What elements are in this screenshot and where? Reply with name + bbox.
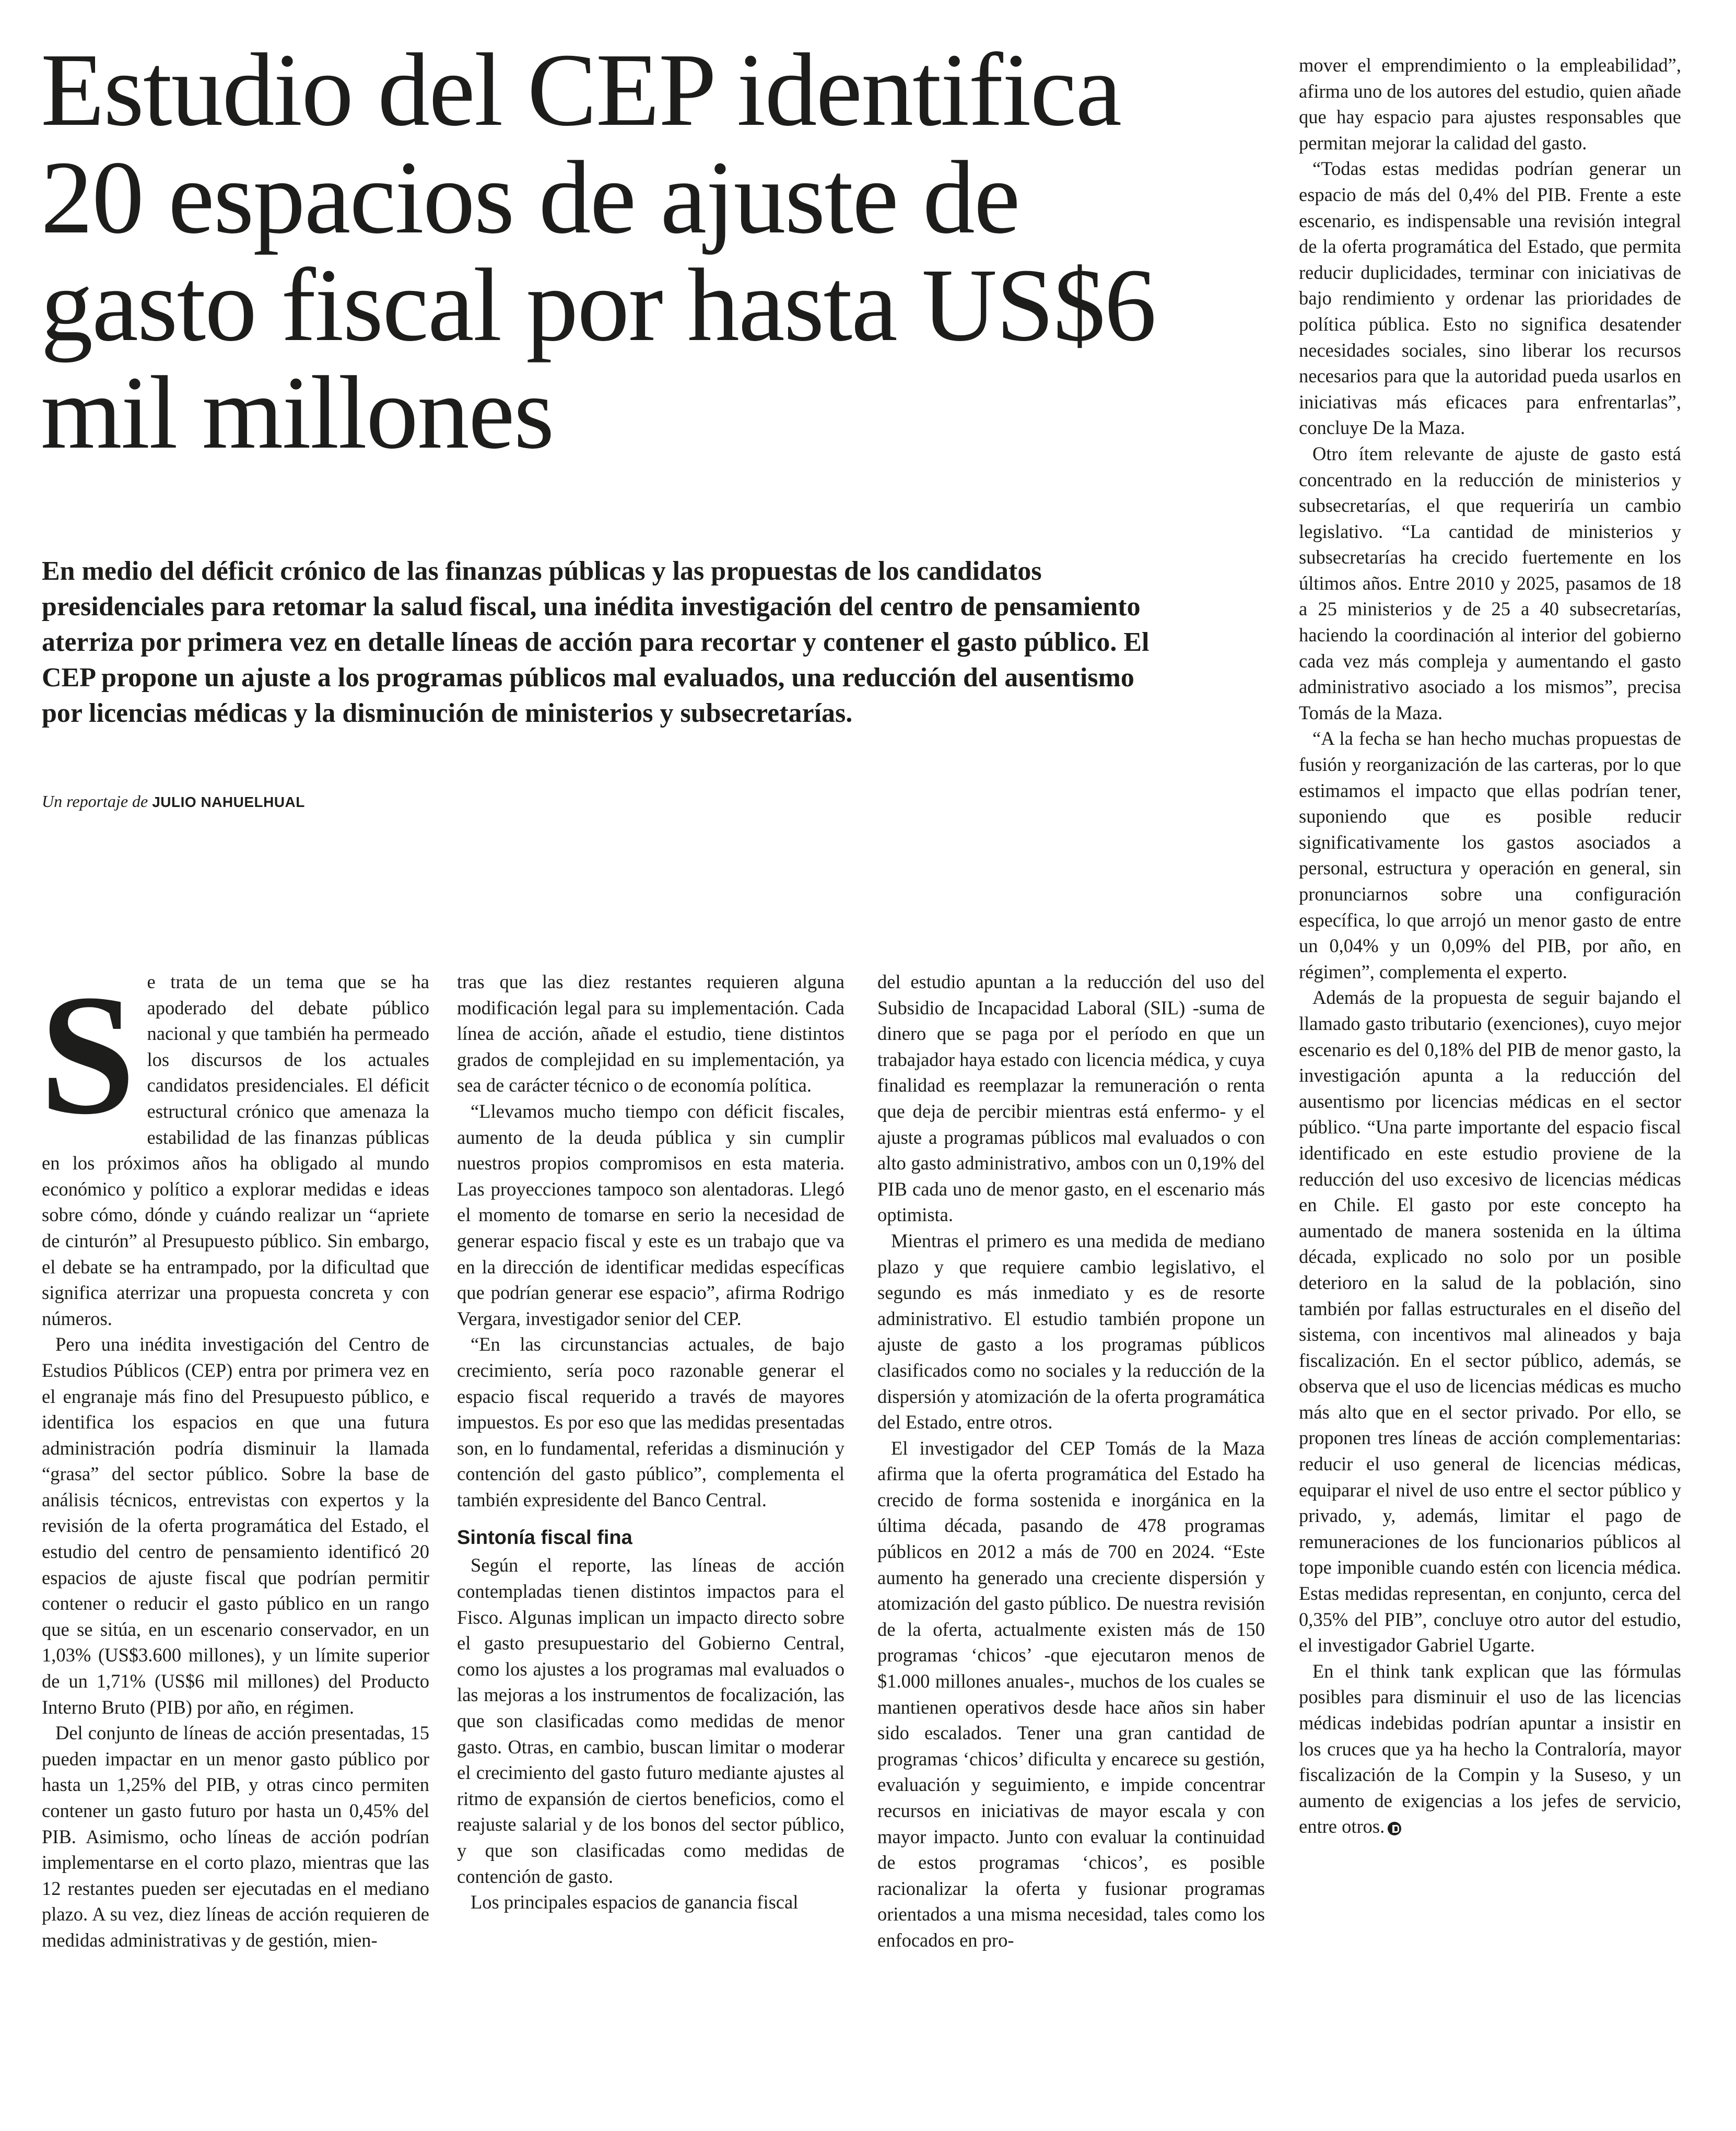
section-subhead: Sintonía fiscal fina [457,1527,632,1549]
article-column-2 [457,969,844,2102]
lede: En medio del déficit crónico de las finanzas públicas y las propuestas de los candidatos presidenciales para retomar la salud fiscal, una inédita investigación del centro de pensamiento aterriza por primera vez en detalle líneas de acción para recortar y contener el gasto público. El CEP propone un ajuste a los programas públicos mal evaluados, una reducción del ausentismo por licencias médicas y la disminución de ministerios y subsecretarías. [42,556,1149,728]
paragraph: mover el emprendimiento o la empleabilidad”, afirma uno de los autores del estudio, quien añade que hay espacio para ajustes responsables que permitan mejorar la calidad del gasto. [1299,54,1681,154]
byline [42,791,668,813]
paragraph: Según el reporte, las líneas de acción contempladas tienen distintos impactos para el Fisco. Algunas implican un impacto directo sobre el gasto presupuestario del Gobierno Central, como los ajustes a los programas mal evaluados o las mejoras a los instrumentos de focalización, las que son clasificadas como medidas de menor gasto. Otras, en cambio, buscan limitar o moderar el crecimiento del gasto futuro mediante ajustes al ritmo de expansión de ciertos beneficios, como el reajuste salarial y de los bonos del sector público, y que son clasificadas como medidas de contención de gasto. [457,1554,844,1887]
paragraph: “Todas estas medidas podrían generar un espacio de más del 0,4% del PIB. Frente a este escenario, es indispensable una revisión integral de la oferta programática del Estado, que permita reducir duplicidades, terminar con iniciativas de bajo rendimiento y ordenar las prioridades de política pública. Esto no significa desatender necesidades sociales, sino liberar los recursos necesarios para que la autoridad pueda usarlos en iniciativas más eficaces para enfrentarlas”, concluye De la Maza. [1299,158,1681,439]
drop-cap: S [40,959,136,1150]
paragraph: El investigador del CEP Tomás de la Maza afirma que la oferta programática del Estado ha crecido de forma sostenida e inorgánica en la última década, pasando de 478 programas públicos en 2012 a más de 700 en 2024. “Este aumento ha generado una creciente dispersión y atomización del gasto público. De nuestra revisión de la oferta, actualmente existen más de 150 programas ‘chicos’ -que ejecutaron menos de $1.000 millones anuales-, muchos de los cuales se mantienen operativos desde hace años sin haber sido escalados. Tener una gran cantidad de programas ‘chicos’ dificulta y encarece su gestión, evaluación y seguimiento, e impide concentrar recursos en iniciativas de mayor escala y con mayor impacto. Junto con evaluar la continuidad de estos programas ‘chicos’, es posible racionalizar la oferta y fusionar programas orientados a una misma necesidad, tales como los enfocados en pro- [877,1437,1265,1951]
article-column-3 [877,969,1265,2102]
article-column-4 [1299,52,1681,2105]
paragraph: tras que las diez restantes requieren alguna modificación legal para su implementación. Cada línea de acción, añade el estudio, tiene distintos grados de complejidad en su implementación, ya sea de carácter técnico o de economía política. [457,971,844,1096]
paragraph: “A la fecha se han hecho muchas propuestas de fusión y reorganización de las carteras, por lo que estimamos el impacto que ellas podrían tener, suponiendo que es posible reducir significativamente los gastos asociados a personal, estructura y operación en general, sin pronunciarnos sobre una configuración específica, lo que arrojó un menor gasto de entre un 0,04% y un 0,09% del PIB, por año, en régimen”, complementa el experto. [1299,728,1681,982]
paragraph: Además de la propuesta de seguir bajando el llamado gasto tributario (exenciones), cuyo mejor escenario es del 0,18% del PIB de menor gasto, la investigación apunta a la reducción del ausentismo por licencias médicas en el sector público. “Una parte importante del espacio fiscal identificado en este estudio proviene de la reducción del uso excesivo de licencias médicas en Chile. El gasto por este concepto ha aumentado de manera sostenida en la última década, explicado no solo por un posible deterioro en la salud de la población, sino también por fallas estructurales en el diseño del sistema, con incentivos mal alineados y baja fiscalización. En el sector público, además, se observa que el uso de licencias médicas es mucho más alto que en el sector privado. Por ello, se proponen tres líneas de acción complementarias: reducir el uso general de licencias médicas, equiparar el nivel de uso entre el sector público y privado, y, además, limitar el pago de remuneraciones de los funcionarios públicos al tope imponible cuando estén con licencia médica. Estas medidas representan, en conjunto, cerca del 0,35% del PIB”, concluye otro autor del estudio, el investigador Gabriel Ugarte. [1299,987,1681,1656]
publication-logo-icon [1388,1822,1401,1835]
paragraph: Del conjunto de líneas de acción presentadas, 15 pueden impactar en un menor gasto público por hasta un 1,25% del PIB, y otras cinco permiten contener un gasto futuro por hasta un 0,45% del PIB. Asimismo, ocho líneas de acción podrían implementarse en el corto plazo, mientras que las 12 restantes pueden ser ejecutadas en el mediano plazo. A su vez, diez líneas de acción requieren de medidas administrativas y de gestión, mien- [42,1722,429,1951]
paragraph: Los principales espacios de ganancia fiscal [471,1891,799,1913]
paragraph: del estudio apuntan a la reducción del uso del Subsidio de Incapacidad Laboral (SIL) -suma de dinero que se paga por el período en que un trabajador haya estado con licencia médica, y cuya finalidad es reemplazar la remuneración o renta que deja de percibir mientras está enfermo- y el ajuste a programas públicos mal evaluados o con alto gasto administrativo, ambos con un 0,19% del PIB cada uno de menor gasto, en el escenario más optimista. [877,971,1265,1226]
paragraph: “En las circunstancias actuales, de bajo crecimiento, sería poco razonable generar el espacio fiscal requerido a través de mayores impuestos. Es por eso que las medidas presentadas son, en lo fundamental, referidas a disminución y contención del gasto público”, complementa el también expresidente del Banco Central. [457,1333,844,1511]
byline-prefix: Un reportaje de [42,792,148,811]
paragraph: Pero una inédita investigación del Centro de Estudios Públicos (CEP) entra por primera vez en el engranaje más fino del Presupuesto público, e identifica los espacios en que una futura administración podría disminuir la llamada “grasa” del sector público. Sobre la base de análisis técnicos, entrevistas con expertos y la revisión de la oferta programática del Estado, el estudio del centro de pensamiento identificó 20 espacios de ajuste fiscal que podrían permitir contener o reducir el gasto público en un rango que se sitúa, en un escenario conservador, en un 1,03% (US$3.600 millones), y un límite superior de un 1,71% (US$6 mil millones) del Producto Interno Bruto (PIB) por año, en régimen. [42,1333,429,1718]
paragraph: Otro ítem relevante de ajuste de gasto está concentrado en la reducción de ministerios y subsecretarías, el que requeriría un cambio legislativo. “La cantidad de ministerios y subsecretarías ha crecido fuertemente en los últimos años. Entre 2010 y 2025, pasamos de 18 a 25 ministerios y de 25 a 40 subsecretarías, haciendo la coordinación al interior del gobierno cada vez más compleja y aumentando el gasto administrativo asociado a los mismos”, precisa Tomás de la Maza. [1299,442,1681,723]
paragraph-final [1299,1658,1681,1840]
paragraph: Mientras el primero es una medida de mediano plazo y que requiere cambio legislativo, el segundo es más inmediato y es de resorte administrativo. El estudio también propone un ajuste de gasto a los programas públicos clasificados como no sociales y la reducción de la dispersión y atomización de la oferta programática del Estado, entre otros. [877,1230,1265,1433]
paragraph-text: En el think tank explican que las fórmulas posibles para disminuir el uso de las licencias médicas indebidas podrían apuntar a insistir en los cruces que ya ha hecho la Contraloría, mayor fiscalización de la Compin y la Suseso, y un aumento de exigencias a los jefes de servicio, entre otros. [1299,1660,1681,1837]
headline: Estudio del CEP identifica 20 espacios de ajuste de gasto fiscal por hasta US$6 mil millones [41,32,1156,471]
paragraph: “Llevamos mucho tiempo con déficit fiscales, aumento de la deuda pública y sin cumplir nuestros propios compromisos en esta materia. Las proyecciones tampoco son alentadoras. Llegó el momento de tomarse en serio la necesidad de generar espacio fiscal y este es un trabajo que va en la dirección de identificar medidas específicas que podrían generar ese espacio”, afirma Rodrigo Vergara, investigador senior del CEP. [457,1100,844,1329]
paragraph: e trata de un tema que se ha apoderado del debate público nacional y que también ha permeado los discursos de los actuales candidatos presidenciales. El déficit estructural crónico que amenaza la estabilidad de las finanzas públicas en los próximos años ha obligado al mundo económico y político a explorar medidas e ideas sobre cómo, dónde y cuándo realizar un “apriete de cinturón” al Presupuesto público. Sin embargo, el debate se ha entrampado, por la dificultad que significa aterrizar una propuesta concreta y con números. [42,971,429,1329]
article-column-1 [40,959,429,2102]
byline-author: JULIO NAHUELHUAL [152,794,305,810]
